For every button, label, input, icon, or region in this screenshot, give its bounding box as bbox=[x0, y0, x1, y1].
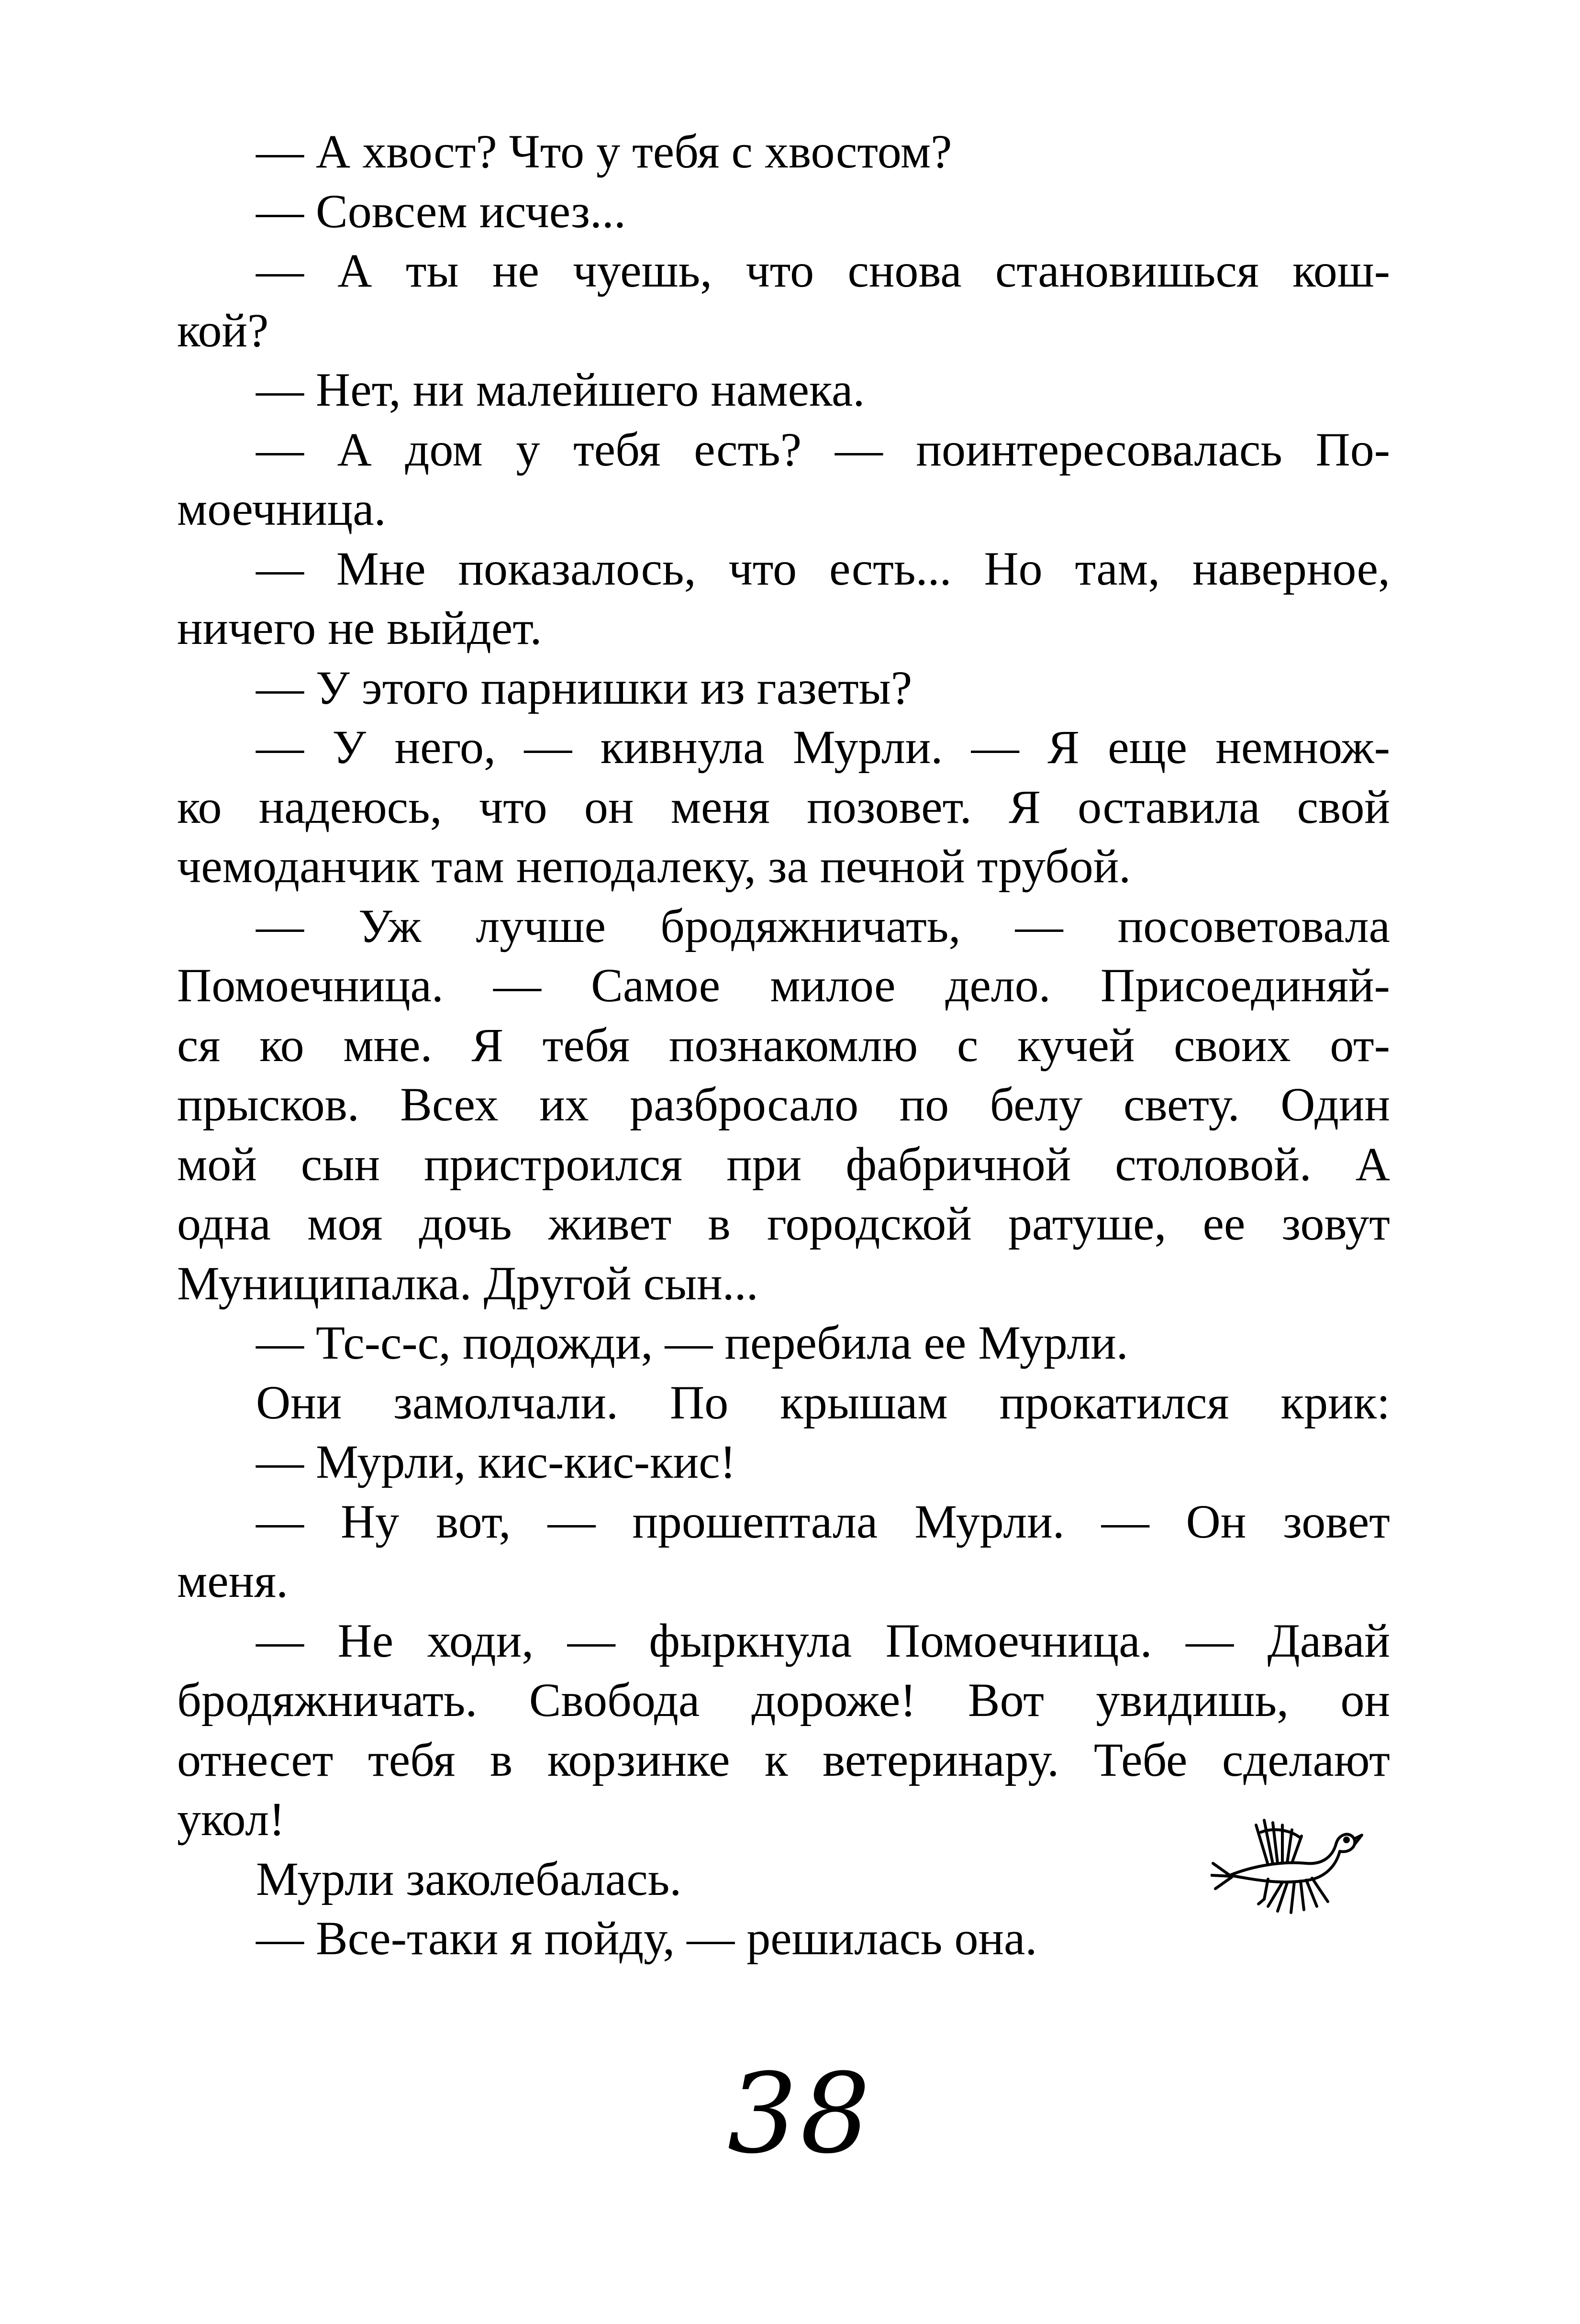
text-line: — У него, — кивнула Мурли. — Я еще немнож- bbox=[256, 720, 1390, 774]
text-line: — Нет, ни малейшего намека. bbox=[256, 363, 865, 416]
text-line: — А ты не чуешь, что снова становишься кош- bbox=[256, 244, 1390, 297]
text-line: — У этого парнишки из газеты? bbox=[256, 661, 912, 714]
text-line: отнесет тебя в корзинке к ветеринару. Тебе сделают bbox=[177, 1733, 1390, 1786]
text-line: Муниципалка. Другой сын... bbox=[177, 1256, 758, 1310]
text-line: Мурли заколебалась. bbox=[256, 1852, 682, 1905]
text-line: кой? bbox=[177, 303, 269, 357]
text-line: — Мне показалось, что есть... Но там, наверное, bbox=[256, 542, 1390, 595]
text-line: моечница. bbox=[177, 482, 386, 535]
text-line: Помоечница. — Самое милое дело. Присоединяй- bbox=[177, 959, 1390, 1012]
page-number: 38 bbox=[727, 2050, 873, 2178]
text-line: — Ну вот, — прошептала Мурли. — Он зовет bbox=[256, 1494, 1390, 1548]
text-line: мой сын пристроился при фабричной столовой. А bbox=[177, 1137, 1390, 1191]
text-line: меня. bbox=[177, 1554, 289, 1607]
text-line: ко надеюсь, что он меня позовет. Я оставила свой bbox=[177, 780, 1390, 833]
text-line: — Мурли, кис-кис-кис! bbox=[256, 1435, 736, 1488]
text-line: ничего не выйдет. bbox=[177, 601, 542, 654]
text-line: чемоданчик там неподалеку, за печной трубой. bbox=[177, 840, 1131, 893]
text-line: — Совсем исчез... bbox=[256, 184, 626, 238]
text-line: прысков. Всех их разбросало по белу свету. Один bbox=[177, 1078, 1390, 1131]
bird-drawing-icon bbox=[1211, 1804, 1364, 1918]
text-line: одна моя дочь живет в городской ратуше, ее зовут bbox=[177, 1197, 1390, 1250]
text-line: — А хвост? Что у тебя с хвостом? bbox=[256, 125, 952, 178]
text-line: — Уж лучше бродяжничать, — посоветовала bbox=[256, 899, 1390, 952]
text-line: — Все-таки я пойду, — решилась она. bbox=[256, 1912, 1037, 1965]
text-line: бродяжничать. Свобода дороже! Вот увидишь, он bbox=[177, 1673, 1390, 1726]
text-line: — Не ходи, — фыркнула Помоечница. — Давай bbox=[256, 1614, 1390, 1667]
text-line: укол! bbox=[177, 1793, 285, 1846]
text-line: — Тс-с-с, подожди, — перебила ее Мурли. bbox=[256, 1316, 1128, 1369]
body-text bbox=[177, 122, 1390, 1969]
text-line: Они замолчали. По крышам прокатился крик: bbox=[256, 1375, 1390, 1429]
text-line: ся ко мне. Я тебя познакомлю с кучей своих от- bbox=[177, 1018, 1390, 1072]
text-line: — А дом у тебя есть? — поинтересовалась По- bbox=[256, 422, 1390, 476]
